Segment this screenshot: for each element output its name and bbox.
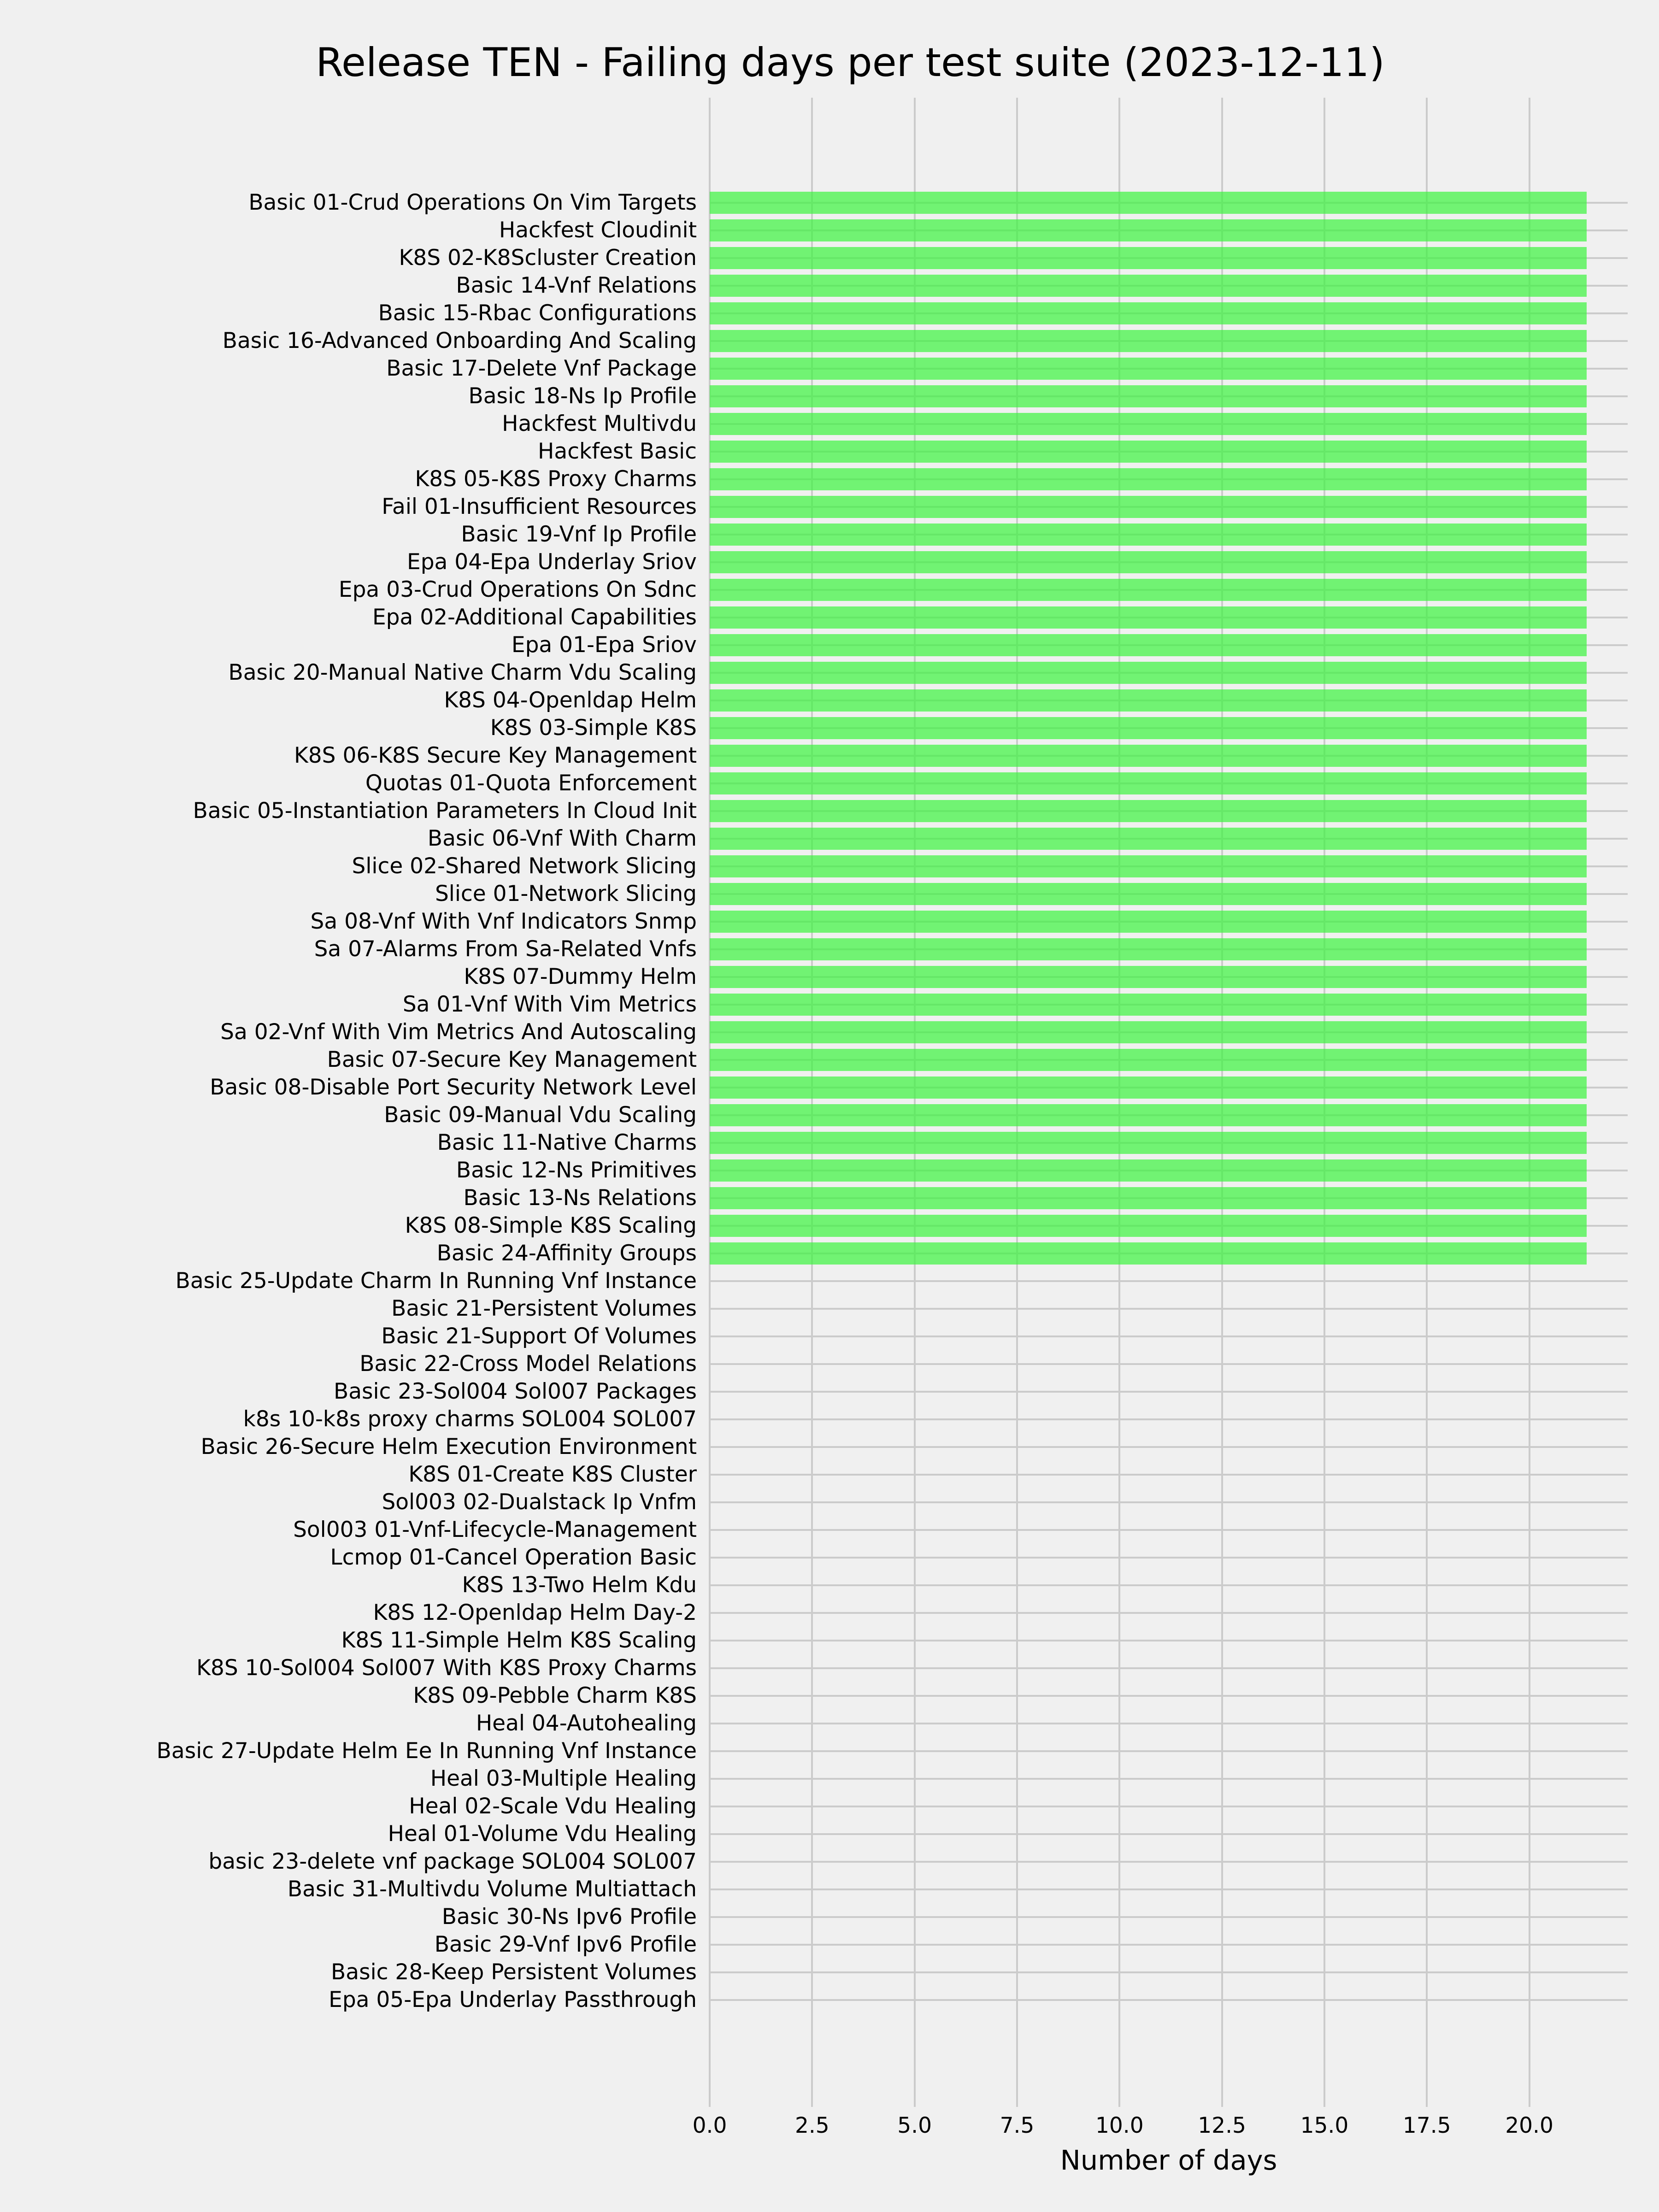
bar <box>710 219 1587 241</box>
bar <box>710 689 1587 712</box>
category-label: Basic 13-Ns Relations <box>463 1185 697 1211</box>
category-label: Hackfest Basic <box>538 439 697 464</box>
category-label: K8S 04-Openldap Helm <box>444 688 697 713</box>
chart-title: Release TEN - Failing days per test suite (2023-12-11) <box>316 40 1385 86</box>
bar <box>710 1159 1587 1182</box>
category-label: Basic 16-Advanced Onboarding And Scaling <box>222 328 697 353</box>
bar <box>710 994 1587 1016</box>
category-label: Basic 17-Delete Vnf Package <box>386 356 697 381</box>
x-tick-label: 12.5 <box>1198 2113 1246 2138</box>
category-label: K8S 05-K8S Proxy Charms <box>415 466 697 492</box>
bar <box>710 1187 1587 1209</box>
category-label: Heal 02-Scale Vdu Healing <box>409 1794 697 1819</box>
x-tick-label: 2.5 <box>794 2113 830 2138</box>
bar <box>710 330 1587 352</box>
horizontal-gridline <box>710 1308 1628 1310</box>
bar <box>710 1242 1587 1265</box>
category-label: K8S 02-K8Scluster Creation <box>399 245 697 271</box>
category-label: K8S 06-K8S Secure Key Management <box>294 743 697 768</box>
category-label: Sa 07-Alarms From Sa-Related Vnfs <box>314 936 697 962</box>
bar <box>710 302 1587 324</box>
horizontal-gridline <box>710 1446 1628 1448</box>
bar <box>710 468 1587 490</box>
bar <box>710 413 1587 435</box>
category-label: Basic 07-Secure Key Management <box>327 1047 697 1072</box>
horizontal-gridline <box>710 1723 1628 1724</box>
category-label: Basic 22-Cross Model Relations <box>359 1351 697 1377</box>
bar <box>710 275 1587 297</box>
bar <box>710 385 1587 407</box>
category-label: Basic 19-Vnf Ip Profile <box>461 522 697 547</box>
horizontal-gridline <box>710 1971 1628 1973</box>
horizontal-gridline <box>710 1833 1628 1835</box>
category-label: Hackfest Multivdu <box>502 411 697 436</box>
category-label: Lcmop 01-Cancel Operation Basic <box>330 1545 697 1570</box>
x-tick-label: 17.5 <box>1402 2113 1451 2138</box>
bar <box>710 1049 1587 1071</box>
bar <box>710 966 1587 988</box>
horizontal-gridline <box>710 1888 1628 1890</box>
category-label: K8S 11-Simple Helm K8S Scaling <box>341 1628 697 1653</box>
bar <box>710 938 1587 960</box>
horizontal-gridline <box>710 1778 1628 1780</box>
bar <box>710 551 1587 573</box>
category-label: basic 23-delete vnf package SOL004 SOL007 <box>208 1849 697 1874</box>
bar <box>710 441 1587 463</box>
category-label: Epa 03-Crud Operations On Sdnc <box>338 577 697 602</box>
category-label: Sa 01-Vnf With Vim Metrics <box>402 992 697 1017</box>
x-tick-label: 0.0 <box>692 2113 727 2138</box>
horizontal-gridline <box>710 1861 1628 1863</box>
category-label: Basic 24-Affinity Groups <box>436 1241 697 1266</box>
bar <box>710 883 1587 905</box>
bar <box>710 606 1587 629</box>
category-label: Basic 08-Disable Port Security Network Level <box>210 1075 697 1100</box>
category-label: K8S 12-Openldap Helm Day-2 <box>373 1600 697 1625</box>
category-label: Basic 28-Keep Persistent Volumes <box>331 1959 697 1985</box>
category-label: K8S 09-Pebble Charm K8S <box>413 1683 697 1708</box>
bar <box>710 192 1587 214</box>
category-label: Basic 05-Instantiation Parameters In Cloud Init <box>193 798 697 824</box>
bar <box>710 828 1587 850</box>
category-label: Basic 27-Update Helm Ee In Running Vnf Instance <box>156 1738 697 1764</box>
category-label: Epa 05-Epa Underlay Passthrough <box>329 1987 697 2012</box>
category-label: Fail 01-Insufficient Resources <box>382 494 697 519</box>
bar <box>710 911 1587 933</box>
category-label: Quotas 01-Quota Enforcement <box>365 771 697 796</box>
horizontal-gridline <box>710 1280 1628 1282</box>
category-label: K8S 13-Two Helm Kdu <box>462 1572 697 1598</box>
horizontal-gridline <box>710 1584 1628 1586</box>
horizontal-gridline <box>710 1612 1628 1614</box>
category-label: K8S 07-Dummy Helm <box>464 964 697 989</box>
category-label: Basic 29-Vnf Ipv6 Profile <box>434 1932 697 1957</box>
category-label: Basic 20-Manual Native Charm Vdu Scaling <box>228 660 697 685</box>
category-label: Epa 04-Epa Underlay Sriov <box>407 549 697 575</box>
category-label: Basic 01-Crud Operations On Vim Targets <box>248 190 697 215</box>
category-label: Basic 06-Vnf With Charm <box>427 826 697 851</box>
bar <box>710 1104 1587 1126</box>
category-label: Basic 25-Update Charm In Running Vnf Instance <box>175 1268 697 1294</box>
category-label: Basic 21-Support Of Volumes <box>381 1324 697 1349</box>
x-axis-label: Number of days <box>1060 2144 1277 2176</box>
horizontal-gridline <box>710 1944 1628 1946</box>
bar <box>710 662 1587 684</box>
x-tick-label: 20.0 <box>1505 2113 1553 2138</box>
category-label: Basic 15-Rbac Configurations <box>378 300 697 326</box>
bar <box>710 634 1587 656</box>
horizontal-gridline <box>710 1418 1628 1420</box>
plot-area <box>710 98 1628 2107</box>
bar <box>710 745 1587 767</box>
category-label: Sa 02-Vnf With Vim Metrics And Autoscaling <box>220 1019 697 1045</box>
horizontal-gridline <box>710 1667 1628 1669</box>
category-label: Basic 09-Manual Vdu Scaling <box>384 1102 697 1128</box>
category-label: Heal 04-Autohealing <box>476 1711 697 1736</box>
bar <box>710 717 1587 739</box>
x-tick-label: 10.0 <box>1095 2113 1144 2138</box>
category-label: Basic 30-Ns Ipv6 Profile <box>441 1904 697 1930</box>
category-label: Basic 12-Ns Primitives <box>456 1158 697 1183</box>
category-label: k8s 10-k8s proxy charms SOL004 SOL007 <box>243 1406 697 1432</box>
bar <box>710 247 1587 269</box>
category-label: K8S 10-Sol004 Sol007 With K8S Proxy Charms <box>196 1655 697 1681</box>
horizontal-gridline <box>710 1335 1628 1337</box>
category-label: Basic 26-Secure Helm Execution Environment <box>200 1434 697 1459</box>
horizontal-gridline <box>710 1363 1628 1365</box>
horizontal-gridline <box>710 1529 1628 1531</box>
horizontal-gridline <box>710 1474 1628 1476</box>
bar <box>710 800 1587 822</box>
horizontal-gridline <box>710 1640 1628 1641</box>
bar <box>710 855 1587 877</box>
category-label: Basic 31-Multivdu Volume Multiattach <box>287 1877 697 1902</box>
x-tick-label: 5.0 <box>897 2113 932 2138</box>
horizontal-gridline <box>710 1806 1628 1807</box>
horizontal-gridline <box>710 1695 1628 1697</box>
bar <box>710 1132 1587 1154</box>
category-label: Slice 01-Network Slicing <box>435 881 697 906</box>
bar <box>710 358 1587 380</box>
category-label: Basic 23-Sol004 Sol007 Packages <box>333 1379 697 1404</box>
horizontal-gridline <box>710 1391 1628 1393</box>
bar <box>710 579 1587 601</box>
horizontal-gridline <box>710 1916 1628 1918</box>
category-label: K8S 01-Create K8S Cluster <box>408 1462 697 1487</box>
category-label: Slice 02-Shared Network Slicing <box>352 853 697 879</box>
category-label: Heal 01-Volume Vdu Healing <box>388 1821 697 1847</box>
x-tick-label: 7.5 <box>1000 2113 1035 2138</box>
category-label: Sa 08-Vnf With Vnf Indicators Snmp <box>310 909 697 934</box>
category-label: Epa 02-Additional Capabilities <box>372 605 697 630</box>
bar <box>710 1021 1587 1043</box>
horizontal-gridline <box>710 1750 1628 1752</box>
category-label: K8S 03-Simple K8S <box>490 715 697 741</box>
category-label: Basic 11-Native Charms <box>437 1130 697 1155</box>
category-label: Epa 01-Epa Sriov <box>511 632 697 658</box>
bar <box>710 1077 1587 1099</box>
horizontal-gridline <box>710 1501 1628 1503</box>
horizontal-gridline <box>710 1557 1628 1559</box>
bar <box>710 1215 1587 1237</box>
bar <box>710 772 1587 794</box>
category-label: Basic 21-Persistent Volumes <box>391 1296 697 1321</box>
category-label: Heal 03-Multiple Healing <box>430 1766 697 1791</box>
category-label: Sol003 01-Vnf-Lifecycle-Management <box>293 1517 697 1542</box>
x-tick-label: 15.0 <box>1300 2113 1349 2138</box>
category-label: Sol003 02-Dualstack Ip Vnfm <box>382 1489 697 1515</box>
horizontal-gridline <box>710 1999 1628 2001</box>
category-label: K8S 08-Simple K8S Scaling <box>405 1213 697 1238</box>
bar <box>710 524 1587 546</box>
category-label: Hackfest Cloudinit <box>499 218 697 243</box>
category-label: Basic 18-Ns Ip Profile <box>468 383 697 409</box>
category-label: Basic 14-Vnf Relations <box>456 273 697 298</box>
bar <box>710 496 1587 518</box>
